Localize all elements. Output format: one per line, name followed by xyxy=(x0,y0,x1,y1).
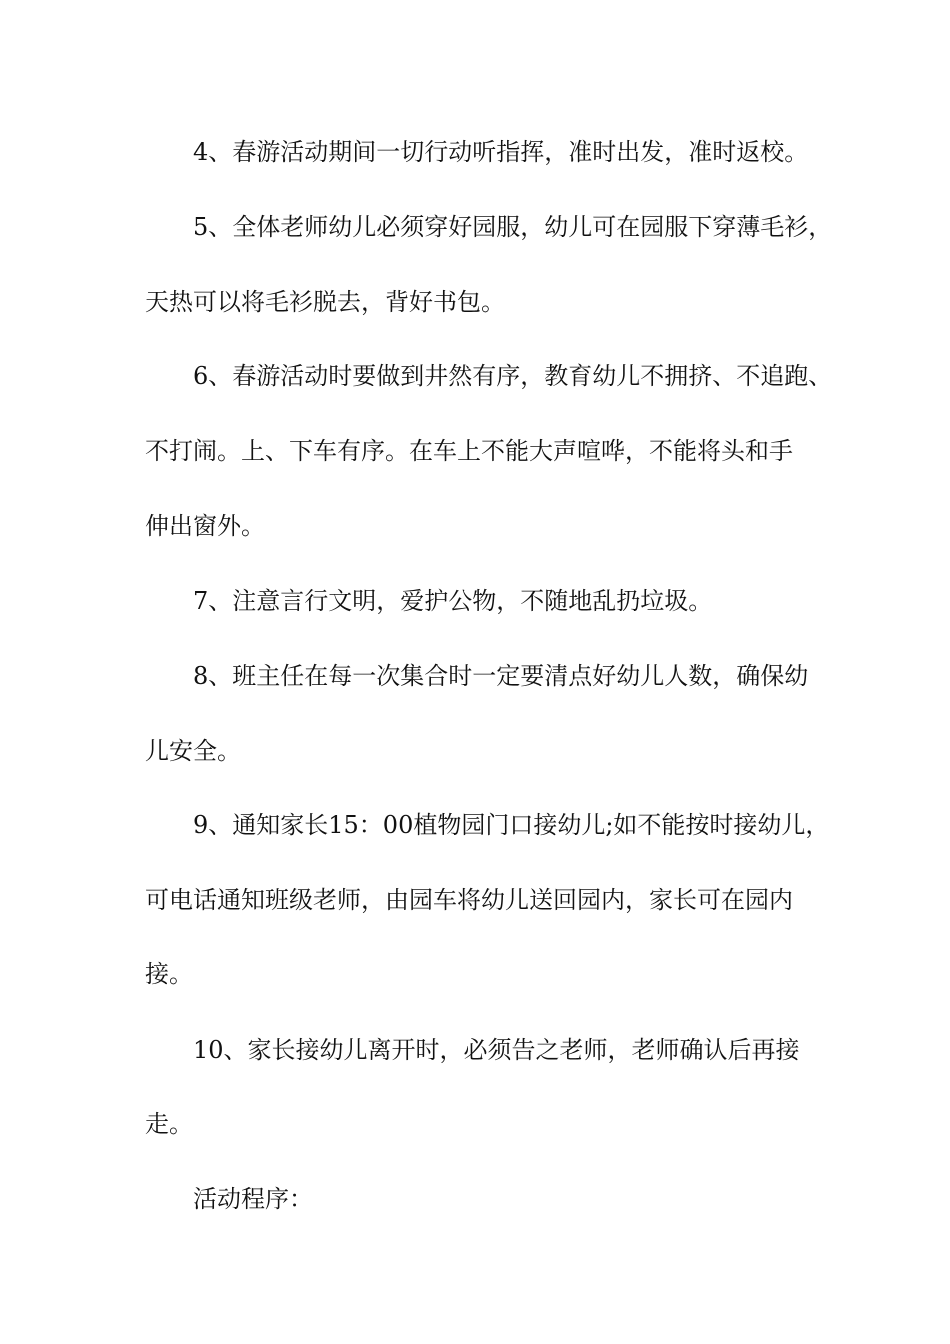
item-9-line-3: 接。 xyxy=(145,960,193,988)
item-6-line-2: 不打闹。上、下车有序。在车上不能大声喧哗，不能将头和手 xyxy=(145,437,793,465)
item-9-line-2: 可电话通知班级老师，由园车将幼儿送回园内，家长可在园内 xyxy=(145,886,793,914)
item-5-line-2: 天热可以将毛衫脱去，背好书包。 xyxy=(145,288,505,316)
item-6-line-3: 伸出窗外。 xyxy=(145,512,265,540)
item-7-line-1: 7、注意言行文明，爱护公物，不随地乱扔垃圾。 xyxy=(193,587,713,615)
item-8-line-1: 8、班主任在每一次集合时一定要清点好幼儿人数，确保幼 xyxy=(193,662,809,690)
item-10-line-2: 走。 xyxy=(145,1110,193,1138)
item-5-line-1: 5、全体老师幼儿必须穿好园服，幼儿可在园服下穿薄毛衫， xyxy=(193,213,833,241)
item-6-line-1: 6、春游活动时要做到井然有序，教育幼儿不拥挤、不追跑、 xyxy=(193,362,833,390)
section-heading-activity-procedure: 活动程序： xyxy=(193,1185,313,1213)
item-8-line-2: 儿安全。 xyxy=(145,737,241,765)
item-9-line-1: 9、通知家长15：00植物园门口接幼儿;如不能按时接幼儿， xyxy=(193,811,830,839)
item-10-line-1: 10、家长接幼儿离开时，必须告之老师，老师确认后再接 xyxy=(193,1036,800,1064)
item-4-line-1: 4、春游活动期间一切行动听指挥，准时出发，准时返校。 xyxy=(193,138,809,166)
